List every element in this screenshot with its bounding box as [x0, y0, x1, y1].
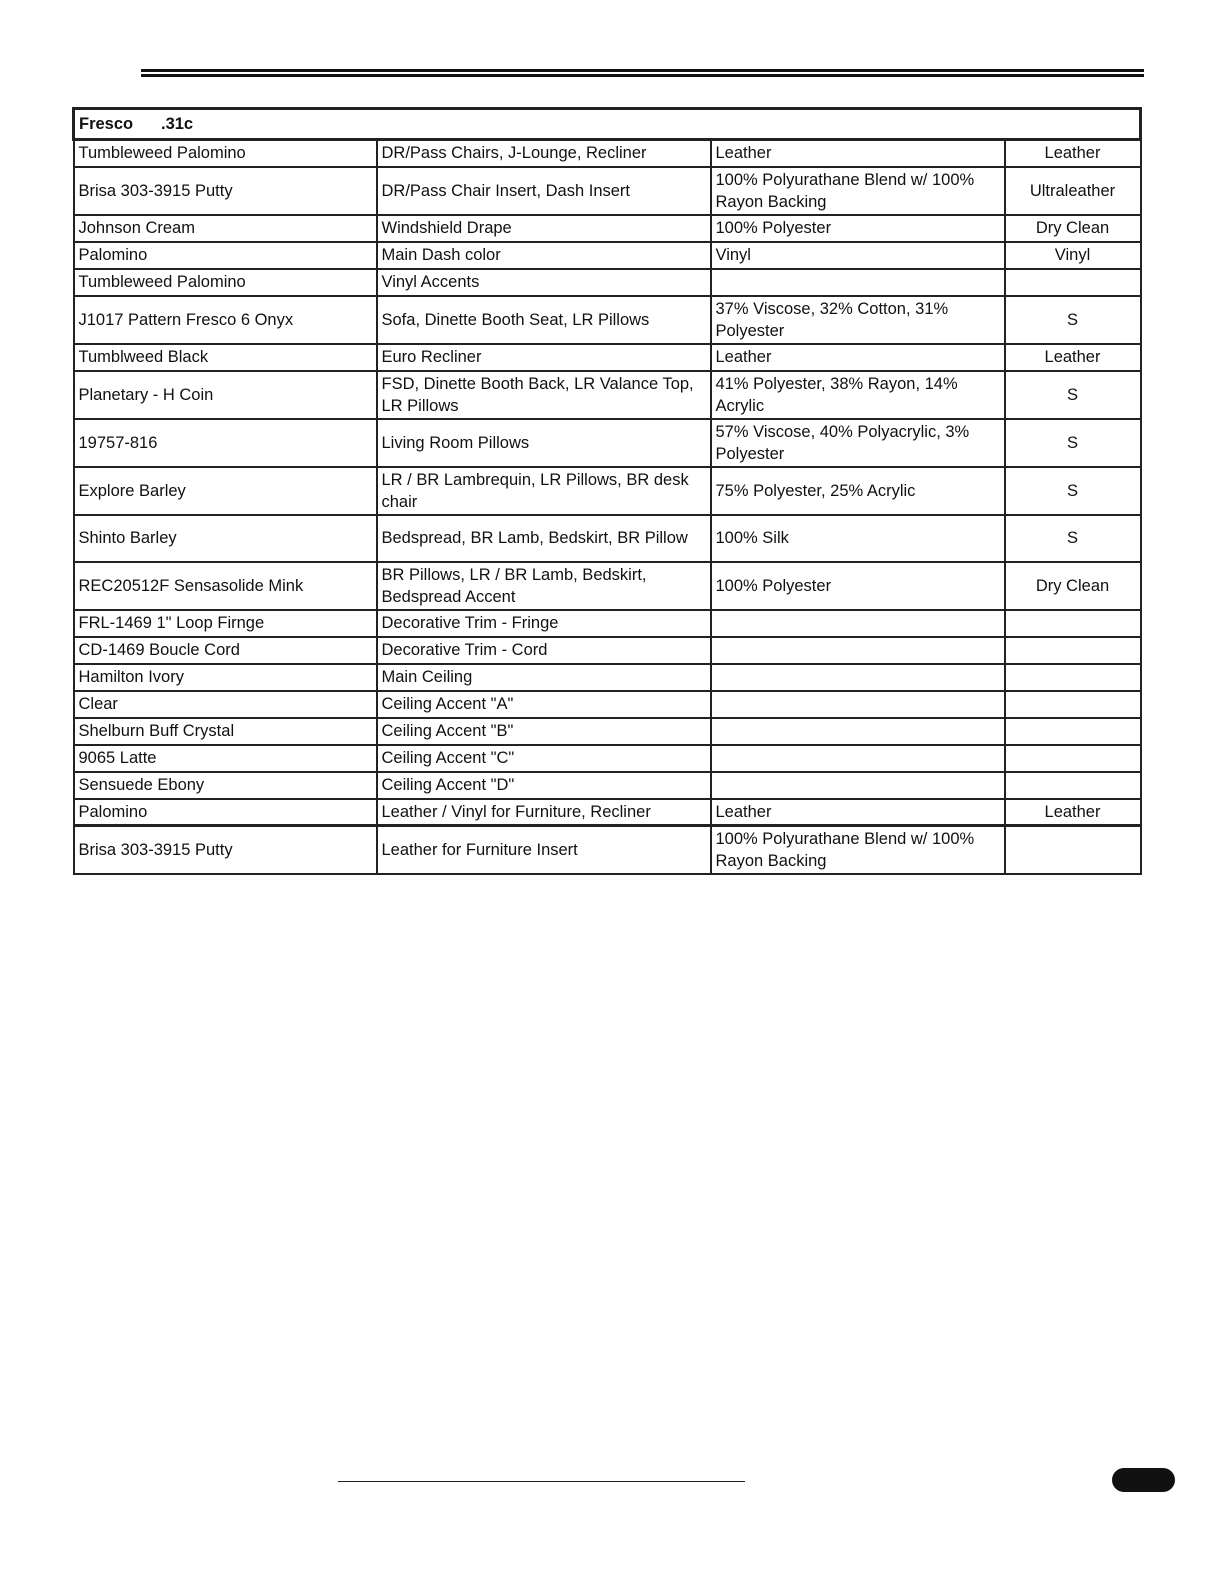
table-row: [74, 140, 1141, 167]
fabric-name: FRL-1469 1" Loop Firnge: [74, 610, 377, 637]
content: 57% Viscose, 40% Polyacrylic, 3% Polyester: [711, 419, 1005, 467]
application: Ceiling Accent "C": [377, 745, 711, 772]
content: [711, 637, 1005, 664]
table-row: [74, 242, 1141, 269]
application: Vinyl Accents: [377, 269, 711, 296]
content: [711, 745, 1005, 772]
content: [711, 610, 1005, 637]
fabric-name: Hamilton Ivory: [74, 664, 377, 691]
table-row: [74, 691, 1141, 718]
application: Bedspread, BR Lamb, Bedskirt, BR Pillow: [377, 515, 711, 562]
cleaning-code: Leather: [1005, 344, 1141, 371]
table-row: [74, 826, 1141, 875]
table-row: [74, 371, 1141, 419]
application: Ceiling Accent "A": [377, 691, 711, 718]
content: Leather: [711, 344, 1005, 371]
application: Main Dash color: [377, 242, 711, 269]
cleaning-code: [1005, 637, 1141, 664]
footer-rule: [338, 1481, 745, 1482]
header-rule: [141, 69, 1144, 77]
application: Living Room Pillows: [377, 419, 711, 467]
content: [711, 269, 1005, 296]
fabric-name: Tumblweed Black: [74, 344, 377, 371]
fabric-name: 9065 Latte: [74, 745, 377, 772]
table-row: [74, 419, 1141, 467]
table-row: [74, 344, 1141, 371]
application: Decorative Trim - Cord: [377, 637, 711, 664]
content: 75% Polyester, 25% Acrylic: [711, 467, 1005, 515]
fabric-name: Palomino: [74, 799, 377, 826]
cleaning-code: S: [1005, 296, 1141, 344]
cleaning-code: [1005, 269, 1141, 296]
fabric-name: Shinto Barley: [74, 515, 377, 562]
table-title-code: .31c: [161, 115, 194, 133]
fabric-name: Planetary - H Coin: [74, 371, 377, 419]
content: Vinyl: [711, 242, 1005, 269]
table-row: [74, 664, 1141, 691]
cleaning-code: [1005, 826, 1141, 875]
application: Windshield Drape: [377, 215, 711, 242]
cleaning-code: [1005, 691, 1141, 718]
content: 41% Polyester, 38% Rayon, 14% Acrylic: [711, 371, 1005, 419]
table-row: [74, 467, 1141, 515]
fabric-name: 19757-816: [74, 419, 377, 467]
table-row: [74, 296, 1141, 344]
fabric-name: Brisa 303-3915 Putty: [74, 826, 377, 875]
content: [711, 691, 1005, 718]
cleaning-code: Leather: [1005, 799, 1141, 826]
cleaning-code: [1005, 745, 1141, 772]
application: FSD, Dinette Booth Back, LR Valance Top, LR Pillows: [377, 371, 711, 419]
application: Decorative Trim - Fringe: [377, 610, 711, 637]
table-row: [74, 215, 1141, 242]
application: Sofa, Dinette Booth Seat, LR Pillows: [377, 296, 711, 344]
cleaning-code: Leather: [1005, 140, 1141, 167]
content: [711, 664, 1005, 691]
fabric-name: Johnson Cream: [74, 215, 377, 242]
application: BR Pillows, LR / BR Lamb, Bedskirt, Bedspread Accent: [377, 562, 711, 610]
application: Ceiling Accent "D": [377, 772, 711, 799]
table-row: [74, 562, 1141, 610]
fabric-name: Tumbleweed Palomino: [74, 269, 377, 296]
fabric-table: [72, 107, 1142, 875]
cleaning-code: [1005, 718, 1141, 745]
content: 100% Silk: [711, 515, 1005, 562]
cleaning-code: S: [1005, 419, 1141, 467]
table-row: [74, 745, 1141, 772]
fabric-name: Brisa 303-3915 Putty: [74, 167, 377, 215]
cleaning-code: [1005, 772, 1141, 799]
application: Leather / Vinyl for Furniture, Recliner: [377, 799, 711, 826]
content: 100% Polyurathane Blend w/ 100% Rayon Backing: [711, 167, 1005, 215]
cleaning-code: Dry Clean: [1005, 562, 1141, 610]
content: [711, 718, 1005, 745]
table-title-row: [74, 109, 1141, 140]
application: Euro Recliner: [377, 344, 711, 371]
content: Leather: [711, 799, 1005, 826]
cleaning-code: S: [1005, 371, 1141, 419]
fabric-name: Palomino: [74, 242, 377, 269]
cleaning-code: [1005, 664, 1141, 691]
table-row: [74, 269, 1141, 296]
cleaning-code: [1005, 610, 1141, 637]
cleaning-code: Dry Clean: [1005, 215, 1141, 242]
table-row: [74, 637, 1141, 664]
table-row: [74, 167, 1141, 215]
content: 100% Polyester: [711, 562, 1005, 610]
fabric-name: J1017 Pattern Fresco 6 Onyx: [74, 296, 377, 344]
fabric-name: REC20512F Sensasolide Mink: [74, 562, 377, 610]
content: 37% Viscose, 32% Cotton, 31% Polyester: [711, 296, 1005, 344]
page-number-tab: [1112, 1468, 1175, 1492]
fabric-name: Sensuede Ebony: [74, 772, 377, 799]
table-row: [74, 515, 1141, 562]
fabric-name: Shelburn Buff Crystal: [74, 718, 377, 745]
fabric-name: Clear: [74, 691, 377, 718]
table-row: [74, 772, 1141, 799]
application: DR/Pass Chair Insert, Dash Insert: [377, 167, 711, 215]
cleaning-code: S: [1005, 515, 1141, 562]
table-row: [74, 610, 1141, 637]
content: [711, 772, 1005, 799]
cleaning-code: S: [1005, 467, 1141, 515]
application: LR / BR Lambrequin, LR Pillows, BR desk chair: [377, 467, 711, 515]
fabric-name: Tumbleweed Palomino: [74, 140, 377, 167]
content: 100% Polyurathane Blend w/ 100% Rayon Backing: [711, 826, 1005, 875]
table-title-name: Fresco: [79, 115, 134, 133]
cleaning-code: Vinyl: [1005, 242, 1141, 269]
table-row: [74, 718, 1141, 745]
application: DR/Pass Chairs, J-Lounge, Recliner: [377, 140, 711, 167]
application: Ceiling Accent "B": [377, 718, 711, 745]
application: Leather for Furniture Insert: [377, 826, 711, 875]
fabric-name: CD-1469 Boucle Cord: [74, 637, 377, 664]
fabric-name: Explore Barley: [74, 467, 377, 515]
table-title: [74, 109, 1141, 140]
content: Leather: [711, 140, 1005, 167]
table-row: [74, 799, 1141, 826]
application: Main Ceiling: [377, 664, 711, 691]
cleaning-code: Ultraleather: [1005, 167, 1141, 215]
content: 100% Polyester: [711, 215, 1005, 242]
